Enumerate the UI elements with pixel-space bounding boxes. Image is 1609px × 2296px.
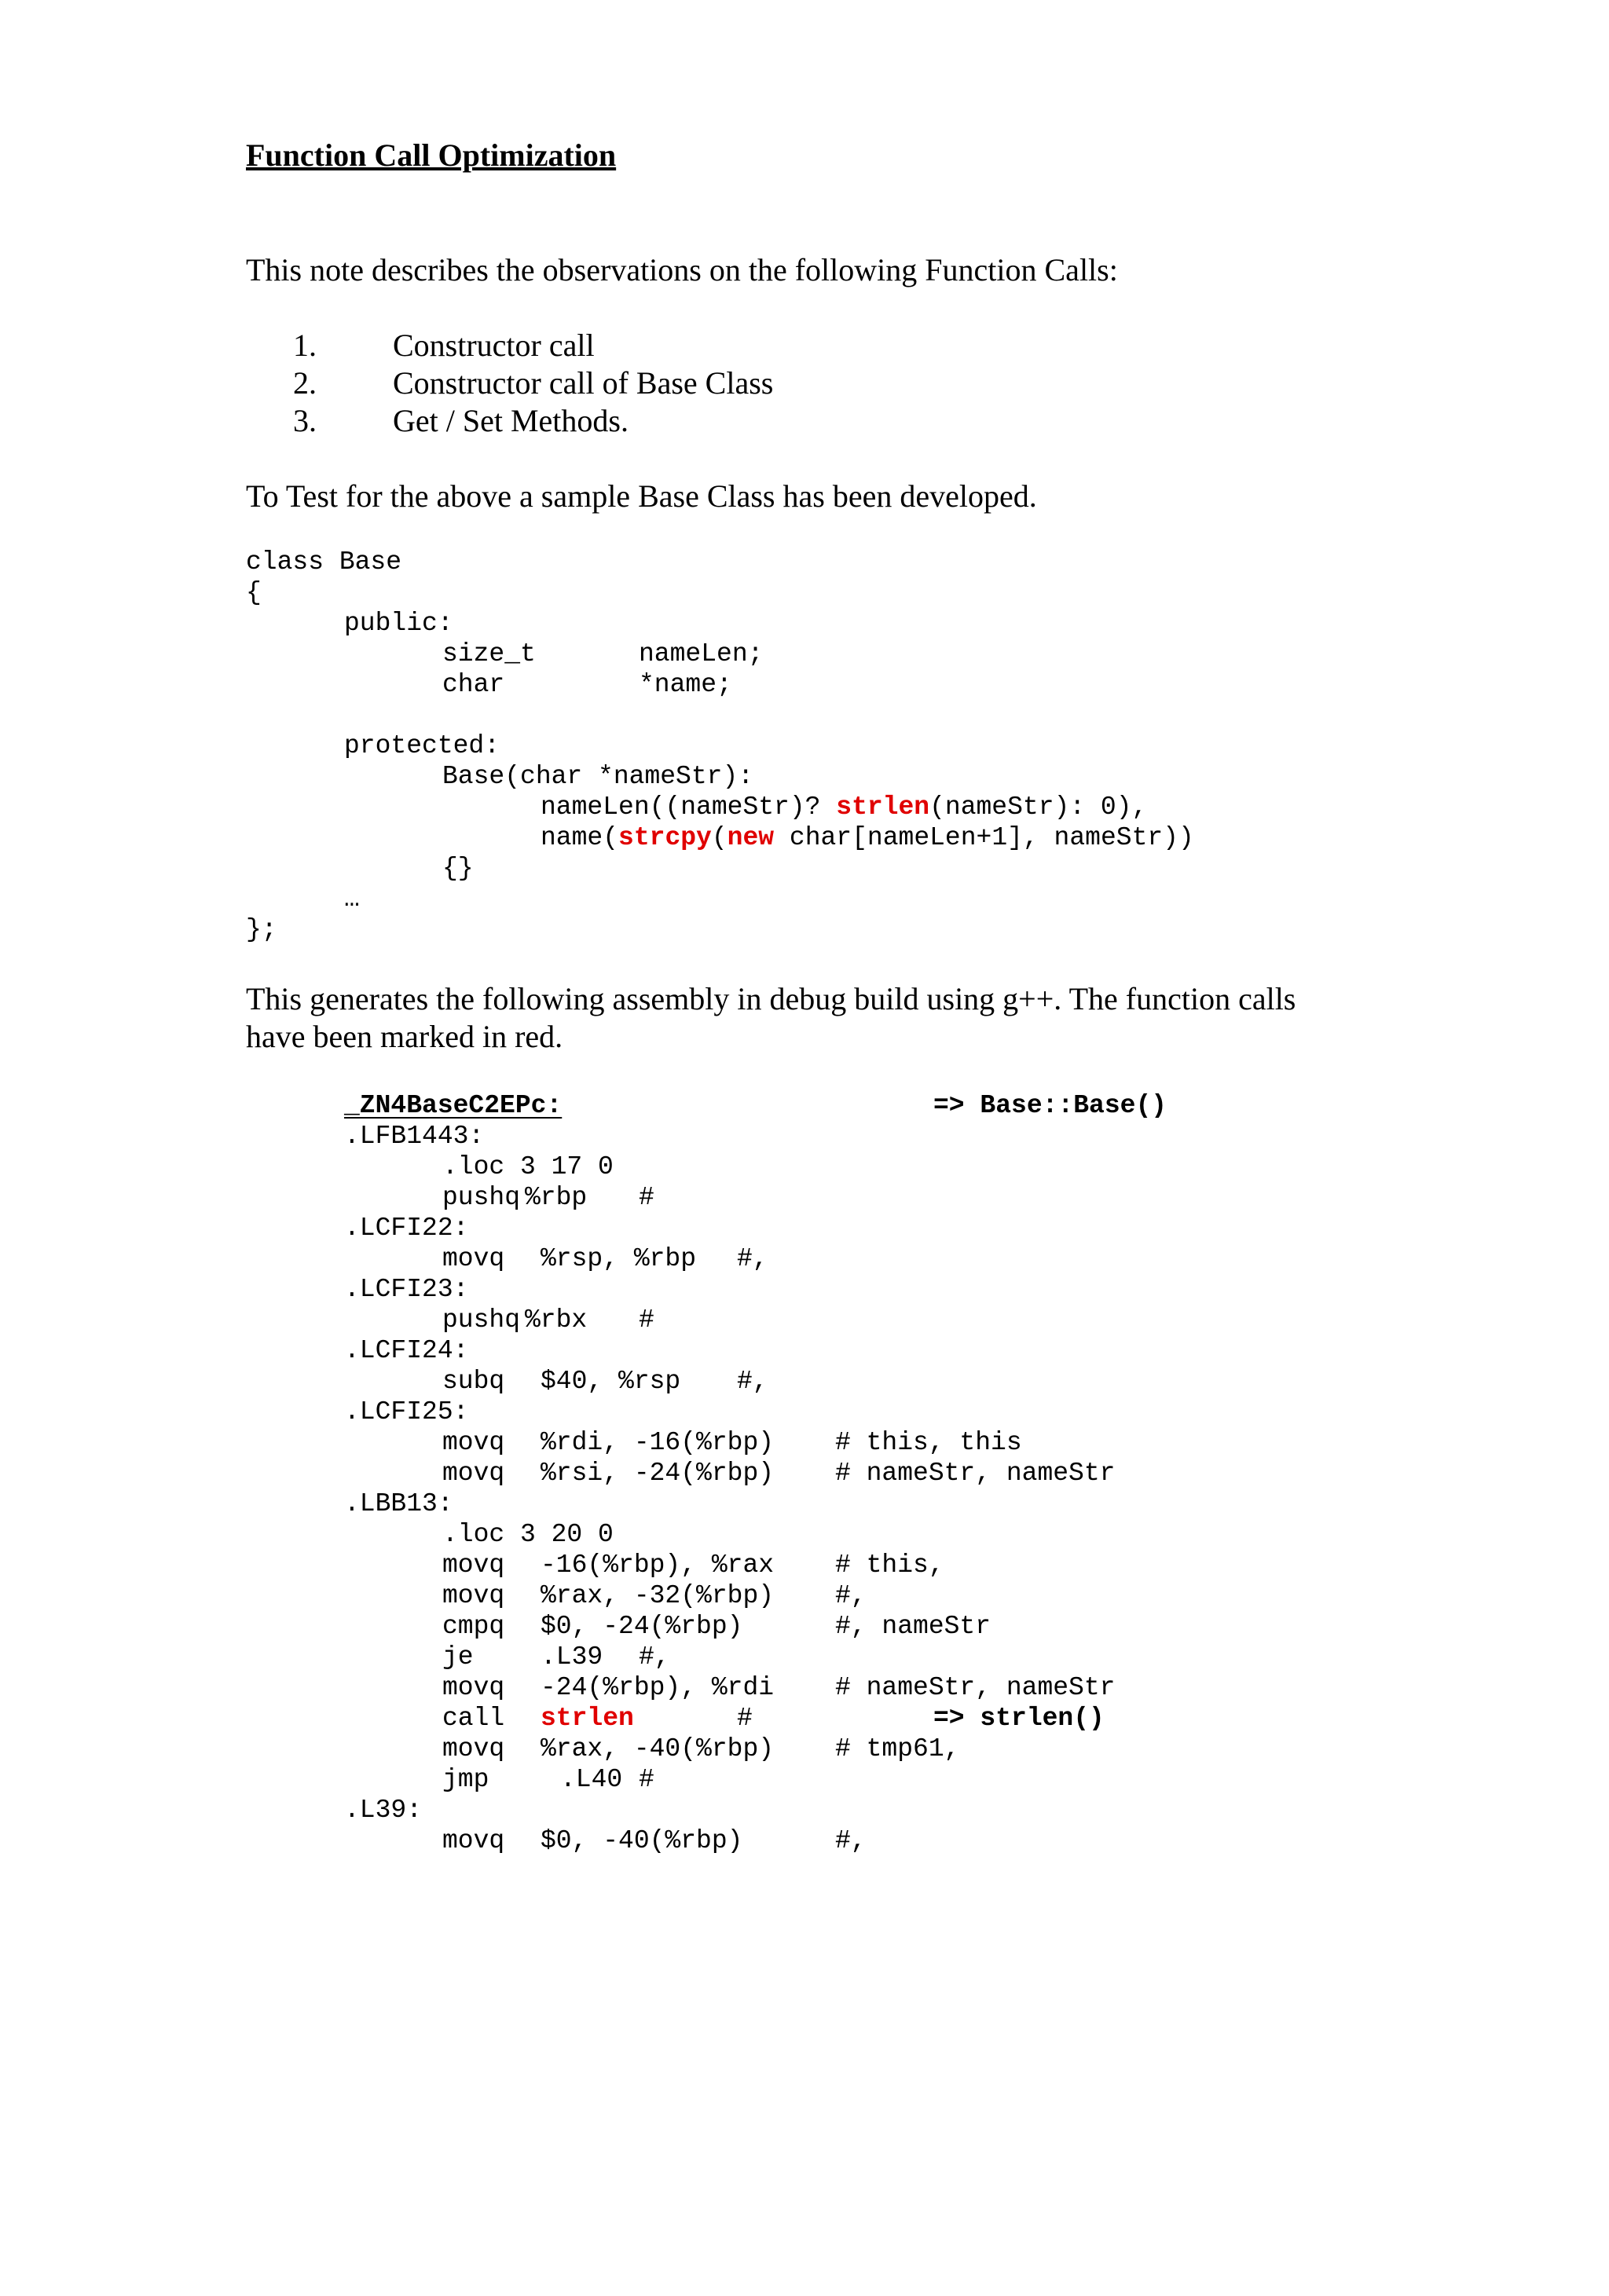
asm-operand: -24(%rbp), %rdi xyxy=(541,1673,775,1702)
asm-comment: # nameStr, nameStr xyxy=(835,1459,1116,1488)
asm-label: .LBB13: xyxy=(344,1489,453,1518)
asm-op: movq xyxy=(442,1244,505,1273)
code-text: char[nameLen+1], nameStr)) xyxy=(774,823,1194,852)
asm-comment: # xyxy=(737,1704,753,1733)
asm-operand: $40, %rsp xyxy=(541,1367,681,1396)
asm-comment: # nameStr, nameStr xyxy=(835,1673,1116,1702)
code-line: protected: xyxy=(344,731,500,760)
asm-label: .LCFI25: xyxy=(344,1397,469,1426)
asm-operand: $0, -24(%rbp) xyxy=(541,1612,743,1641)
asm-comment: #, xyxy=(737,1244,768,1273)
asm-label: .LCFI24: xyxy=(344,1336,469,1365)
list-number: 2. xyxy=(293,365,317,401)
code-line: {} xyxy=(442,854,474,883)
asm-operand: .L40 xyxy=(560,1765,623,1794)
asm-operand: -16(%rbp), %rax xyxy=(541,1551,775,1580)
asm-op: pushq xyxy=(442,1305,521,1335)
asm-operand: .L39 xyxy=(541,1642,603,1672)
list-item: Get / Set Methods. xyxy=(393,403,629,438)
asm-label: .L39: xyxy=(344,1796,423,1825)
asm-operand: $0, -40(%rbp) xyxy=(541,1826,743,1855)
asm-comment: #, xyxy=(737,1367,768,1396)
list-number: 3. xyxy=(293,403,317,438)
list-number: 1. xyxy=(293,328,317,363)
asm-op: cmpq xyxy=(442,1612,505,1641)
asm-comment: # xyxy=(639,1183,654,1212)
assembly-intro-line2: have been marked in red. xyxy=(246,1019,563,1054)
code-text: nameLen((nameStr)? xyxy=(541,793,837,822)
strlen-call-highlight: strlen xyxy=(836,793,930,822)
code-line: char xyxy=(442,670,505,699)
asm-operand: %rax, -40(%rbp) xyxy=(541,1734,775,1763)
asm-op: pushq xyxy=(442,1183,521,1212)
asm-operand: %rdi, -16(%rbp) xyxy=(541,1428,775,1457)
code-line: Base(char *nameStr): xyxy=(442,762,754,791)
asm-note: => Base::Base() xyxy=(933,1091,1167,1120)
code-line: }; xyxy=(246,915,277,944)
asm-operand: %rsp, %rbp xyxy=(541,1244,697,1273)
strlen-asm-call-highlight: strlen xyxy=(541,1704,634,1733)
asm-op: movq xyxy=(442,1428,505,1457)
asm-op: movq xyxy=(442,1734,505,1763)
asm-op: je xyxy=(442,1642,474,1672)
asm-note: => strlen() xyxy=(933,1704,1105,1733)
asm-directive: .loc 3 20 0 xyxy=(442,1520,614,1549)
code-line: { xyxy=(246,578,262,607)
asm-label: .LCFI23: xyxy=(344,1275,469,1304)
asm-operand: %rbp xyxy=(525,1183,588,1212)
asm-comment: # xyxy=(639,1305,654,1335)
asm-label: .LFB1443: xyxy=(344,1122,485,1151)
code-line: class Base xyxy=(246,547,402,577)
asm-comment: #, xyxy=(835,1581,867,1610)
list-item: Constructor call xyxy=(393,328,595,363)
asm-comment: # this, xyxy=(835,1551,944,1580)
asm-op: movq xyxy=(442,1459,505,1488)
code-line: *name; xyxy=(639,670,732,699)
asm-operand: %rsi, -24(%rbp) xyxy=(541,1459,775,1488)
asm-comment: #, xyxy=(835,1826,867,1855)
asm-op: subq xyxy=(442,1367,505,1396)
code-line xyxy=(541,822,1194,853)
asm-op: movq xyxy=(442,1581,505,1610)
list-item: Constructor call of Base Class xyxy=(393,365,774,401)
code-line: public: xyxy=(344,609,453,638)
code-line xyxy=(541,792,1147,822)
asm-comment: #, nameStr xyxy=(835,1612,991,1641)
assembly-intro-line1: This generates the following assembly in debug build using g++. The function calls xyxy=(246,981,1296,1016)
asm-op: movq xyxy=(442,1673,505,1702)
asm-operand: %rax, -32(%rbp) xyxy=(541,1581,775,1610)
code-text: name( xyxy=(541,823,619,852)
asm-function-label: _ZN4BaseC2EPc: xyxy=(344,1091,563,1120)
asm-op: call xyxy=(442,1704,505,1733)
asm-comment: #, xyxy=(639,1642,670,1672)
asm-op: movq xyxy=(442,1826,505,1855)
intro-text: This note describes the observations on the following Function Calls: xyxy=(246,252,1118,287)
new-call-highlight: new xyxy=(727,823,775,852)
code-line: … xyxy=(344,884,360,914)
asm-op: jmp xyxy=(442,1765,489,1794)
asm-comment: # tmp61, xyxy=(835,1734,960,1763)
code-line: size_t xyxy=(442,639,536,668)
strcpy-call-highlight: strcpy xyxy=(618,823,712,852)
asm-operand: %rbx xyxy=(525,1305,588,1335)
code-text: ( xyxy=(711,823,728,852)
test-description: To Test for the above a sample Base Class has been developed. xyxy=(246,478,1037,514)
asm-comment: # xyxy=(639,1765,654,1794)
asm-comment: # this, this xyxy=(835,1428,1022,1457)
asm-label: .LCFI22: xyxy=(344,1214,469,1243)
asm-op: movq xyxy=(442,1551,505,1580)
code-line: nameLen; xyxy=(639,639,764,668)
page-title: Function Call Optimization xyxy=(246,137,617,173)
code-text: (nameStr): 0), xyxy=(929,793,1148,822)
asm-directive: .loc 3 17 0 xyxy=(442,1152,614,1181)
